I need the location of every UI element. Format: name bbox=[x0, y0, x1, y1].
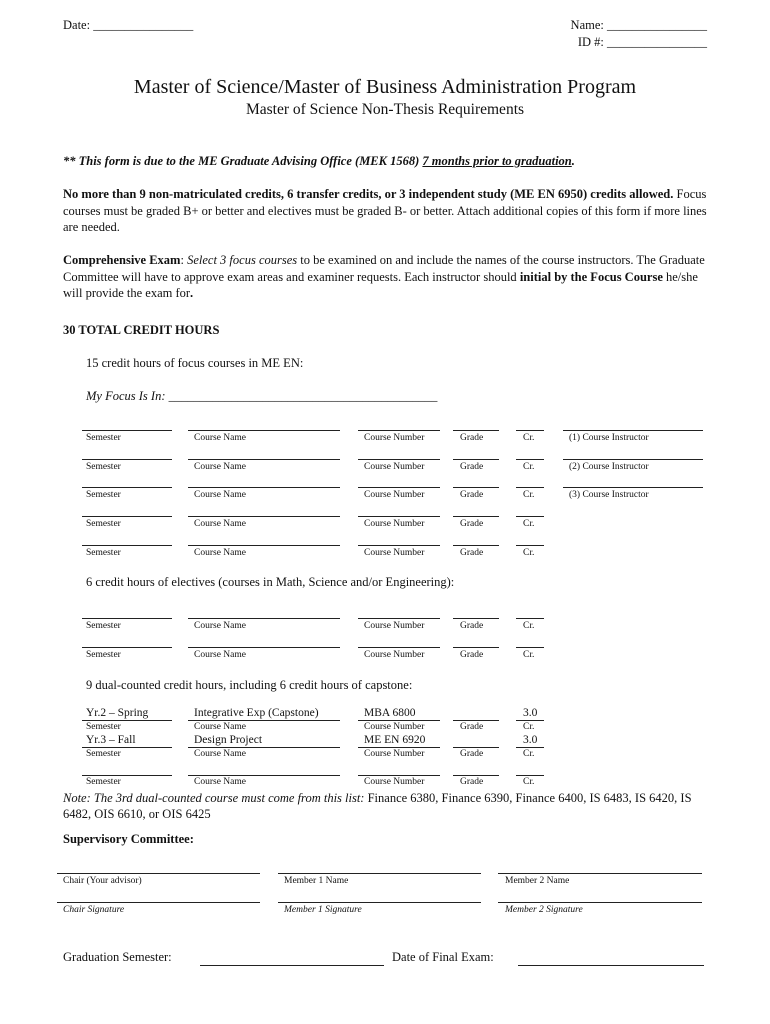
dual-row-2-cr-label: Cr. bbox=[523, 749, 535, 759]
focus-row-5-course-number-label: Course Number bbox=[364, 548, 425, 558]
chair-name-line bbox=[57, 873, 260, 874]
elective-row-1-grade-label: Grade bbox=[460, 621, 484, 631]
focus-row-2-line bbox=[188, 459, 340, 460]
dual-note: Note: The 3rd dual-counted course must come from this list: Finance 6380, Finance 6390, Finance 6400, IS 6483, IS 6420, IS 6482, OIS 6610, or OIS 6425 bbox=[63, 791, 692, 821]
focus-row-3-line bbox=[82, 487, 172, 488]
member2-signature-label: Member 2 Signature bbox=[505, 905, 583, 915]
elective-row-2-course-number-label: Course Number bbox=[364, 650, 425, 660]
dual-row-3-line bbox=[82, 775, 172, 776]
dual-row-1-line bbox=[188, 720, 340, 721]
dual-row-3-grade-label: Grade bbox=[460, 777, 484, 787]
focus-row-2-line bbox=[358, 459, 440, 460]
focus-row-1-line bbox=[453, 430, 499, 431]
focus-row-5-line bbox=[82, 545, 172, 546]
name-field: Name: ________________ bbox=[570, 18, 707, 32]
focus-row-4-cr-label: Cr. bbox=[523, 519, 535, 529]
focus-row-3-course-name-label: Course Name bbox=[194, 490, 246, 500]
date-field: Date: ________________ bbox=[63, 18, 194, 32]
focus-instructor-2-line bbox=[563, 459, 703, 460]
member2-name-label: Member 2 Name bbox=[505, 876, 570, 886]
dual-row-3-line bbox=[358, 775, 440, 776]
focus-row-5-cr-label: Cr. bbox=[523, 548, 535, 558]
focus-row-3-line bbox=[516, 487, 544, 488]
focus-row-2-cr-label: Cr. bbox=[523, 462, 535, 472]
elective-row-2-line bbox=[188, 647, 340, 648]
member2-signature-line bbox=[498, 902, 702, 903]
due-note: ** This form is due to the ME Graduate Advising Office (MEK 1568) 7 months prior to graduation. bbox=[63, 154, 575, 168]
dual-row-3-line bbox=[453, 775, 499, 776]
graduation-semester-line bbox=[200, 965, 384, 966]
focus-row-1-line bbox=[188, 430, 340, 431]
focus-row-2-line bbox=[82, 459, 172, 460]
elective-row-1-course-number-label: Course Number bbox=[364, 621, 425, 631]
focus-instructor-1-line bbox=[563, 430, 703, 431]
dual-row-1-line bbox=[82, 720, 172, 721]
focus-row-3-line bbox=[358, 487, 440, 488]
focus-row-3-grade-label: Grade bbox=[460, 490, 484, 500]
focus-row-1-semester-label: Semester bbox=[86, 433, 121, 443]
chair-signature-line bbox=[57, 902, 260, 903]
focus-instructor-3-label: (3) Course Instructor bbox=[569, 490, 649, 500]
dual-row-2-line bbox=[82, 747, 172, 748]
focus-row-3-cr-label: Cr. bbox=[523, 490, 535, 500]
dual-row-1-semester: Yr.2 – Spring bbox=[86, 707, 149, 719]
focus-row-4-line bbox=[516, 516, 544, 517]
focus-row-5-line bbox=[188, 545, 340, 546]
focus-intro: 15 credit hours of focus courses in ME EN: bbox=[86, 356, 304, 370]
chair-name-label: Chair (Your advisor) bbox=[63, 876, 142, 886]
focus-row-4-semester-label: Semester bbox=[86, 519, 121, 529]
dual-row-2-line bbox=[358, 747, 440, 748]
focus-row-1-cr-label: Cr. bbox=[523, 433, 535, 443]
elective-row-1-line bbox=[358, 618, 440, 619]
elective-row-2-semester-label: Semester bbox=[86, 650, 121, 660]
elective-row-1-line bbox=[82, 618, 172, 619]
dual-row-3-semester-label: Semester bbox=[86, 777, 121, 787]
elective-row-2-line bbox=[453, 647, 499, 648]
elective-row-1-line bbox=[188, 618, 340, 619]
elective-row-1-course-name-label: Course Name bbox=[194, 621, 246, 631]
focus-row-4-line bbox=[453, 516, 499, 517]
focus-row-5-course-name-label: Course Name bbox=[194, 548, 246, 558]
dual-row-2-cr: 3.0 bbox=[523, 734, 538, 746]
focus-instructor-1-label: (1) Course Instructor bbox=[569, 433, 649, 443]
focus-row-4-course-name-label: Course Name bbox=[194, 519, 246, 529]
focus-is-in-field: My Focus Is In: ___________________________________________ bbox=[86, 389, 438, 403]
dual-row-2-course-name-label: Course Name bbox=[194, 749, 246, 759]
focus-row-3-course-number-label: Course Number bbox=[364, 490, 425, 500]
focus-row-1-course-number-label: Course Number bbox=[364, 433, 425, 443]
dual-row-1-line bbox=[358, 720, 440, 721]
elective-row-2-line bbox=[82, 647, 172, 648]
dual-row-3-line bbox=[516, 775, 544, 776]
dual-intro: 9 dual-counted credit hours, including 6 credit hours of capstone: bbox=[86, 678, 413, 692]
focus-row-3-line bbox=[188, 487, 340, 488]
dual-row-3-course-name-label: Course Name bbox=[194, 777, 246, 787]
focus-row-5-line bbox=[358, 545, 440, 546]
committee-heading: Supervisory Committee: bbox=[63, 832, 194, 846]
focus-row-5-semester-label: Semester bbox=[86, 548, 121, 558]
dual-row-3-cr-label: Cr. bbox=[523, 777, 535, 787]
focus-row-1-line bbox=[82, 430, 172, 431]
dual-row-2-grade-label: Grade bbox=[460, 749, 484, 759]
chair-signature-label: Chair Signature bbox=[63, 905, 125, 915]
dual-row-1-cr: 3.0 bbox=[523, 707, 538, 719]
dual-row-2-line bbox=[188, 747, 340, 748]
focus-row-1-line bbox=[358, 430, 440, 431]
focus-row-4-grade-label: Grade bbox=[460, 519, 484, 529]
focus-row-2-line bbox=[453, 459, 499, 460]
electives-intro: 6 credit hours of electives (courses in Math, Science and/or Engineering): bbox=[86, 575, 455, 589]
elective-row-2-line bbox=[358, 647, 440, 648]
dual-row-1-grade-label: Grade bbox=[460, 722, 484, 732]
elective-row-1-line bbox=[516, 618, 544, 619]
credits-rule: No more than 9 non-matriculated credits, 6 transfer credits, or 3 independent study (ME EN 6950) credits allowed. Focus courses must be graded B+ or better and electives must be graded B- or better. Attach additional copies of this form if more lines are needed. bbox=[63, 187, 707, 234]
comprehensive-exam-text: Comprehensive Exam: Select 3 focus courses to be examined on and include the names of the course instructors. The Graduate Committee will have to approve exam areas and examiner requests. Each instructor should initial by the Focus Course he/she will provide the exam for. bbox=[63, 253, 705, 300]
final-exam-line bbox=[518, 965, 704, 966]
dual-row-2-course-name: Design Project bbox=[194, 734, 263, 746]
focus-row-3-line bbox=[453, 487, 499, 488]
dual-row-2-semester: Yr.3 – Fall bbox=[86, 734, 136, 746]
dual-row-1-line bbox=[453, 720, 499, 721]
member1-signature-label: Member 1 Signature bbox=[284, 905, 362, 915]
elective-row-2-course-name-label: Course Name bbox=[194, 650, 246, 660]
focus-row-2-line bbox=[516, 459, 544, 460]
focus-row-1-grade-label: Grade bbox=[460, 433, 484, 443]
focus-row-1-course-name-label: Course Name bbox=[194, 433, 246, 443]
dual-row-2-line bbox=[453, 747, 499, 748]
focus-instructor-3-line bbox=[563, 487, 703, 488]
focus-row-2-grade-label: Grade bbox=[460, 462, 484, 472]
final-exam-label: Date of Final Exam: bbox=[392, 950, 494, 964]
focus-row-4-line bbox=[358, 516, 440, 517]
dual-row-3-line bbox=[188, 775, 340, 776]
focus-row-5-line bbox=[453, 545, 499, 546]
total-credits-heading: 30 TOTAL CREDIT HOURS bbox=[63, 323, 220, 337]
focus-row-2-course-name-label: Course Name bbox=[194, 462, 246, 472]
elective-row-1-line bbox=[453, 618, 499, 619]
focus-row-2-semester-label: Semester bbox=[86, 462, 121, 472]
id-field: ID #: ________________ bbox=[577, 35, 707, 49]
focus-row-2-course-number-label: Course Number bbox=[364, 462, 425, 472]
dual-row-1-course-number-label: Course Number bbox=[364, 722, 425, 732]
focus-row-4-line bbox=[82, 516, 172, 517]
focus-row-4-course-number-label: Course Number bbox=[364, 519, 425, 529]
dual-row-2-course-number-label: Course Number bbox=[364, 749, 425, 759]
dual-row-1-course-name-label: Course Name bbox=[194, 722, 246, 732]
elective-row-2-cr-label: Cr. bbox=[523, 650, 535, 660]
focus-row-5-grade-label: Grade bbox=[460, 548, 484, 558]
member1-signature-line bbox=[278, 902, 481, 903]
elective-row-1-semester-label: Semester bbox=[86, 621, 121, 631]
dual-row-2-semester-label: Semester bbox=[86, 749, 121, 759]
dual-row-2-course-number: ME EN 6920 bbox=[364, 734, 426, 746]
member1-name-label: Member 1 Name bbox=[284, 876, 349, 886]
dual-row-2-line bbox=[516, 747, 544, 748]
focus-row-4-line bbox=[188, 516, 340, 517]
elective-row-1-cr-label: Cr. bbox=[523, 621, 535, 631]
member2-name-line bbox=[498, 873, 702, 874]
dual-row-3-course-number-label: Course Number bbox=[364, 777, 425, 787]
page-title: Master of Science/Master of Business Administration Program bbox=[133, 76, 637, 98]
focus-row-3-semester-label: Semester bbox=[86, 490, 121, 500]
member1-name-line bbox=[278, 873, 481, 874]
dual-row-1-cr-label: Cr. bbox=[523, 722, 535, 732]
elective-row-2-grade-label: Grade bbox=[460, 650, 484, 660]
elective-row-2-line bbox=[516, 647, 544, 648]
dual-row-1-semester-label: Semester bbox=[86, 722, 121, 732]
focus-instructor-2-label: (2) Course Instructor bbox=[569, 462, 649, 472]
dual-row-1-line bbox=[516, 720, 544, 721]
dual-row-1-course-number: MBA 6800 bbox=[364, 707, 416, 719]
dual-row-1-course-name: Integrative Exp (Capstone) bbox=[194, 707, 319, 719]
page-subtitle: Master of Science Non-Thesis Requirements bbox=[245, 101, 525, 118]
graduation-semester-label: Graduation Semester: bbox=[63, 950, 172, 964]
focus-row-1-line bbox=[516, 430, 544, 431]
focus-row-5-line bbox=[516, 545, 544, 546]
